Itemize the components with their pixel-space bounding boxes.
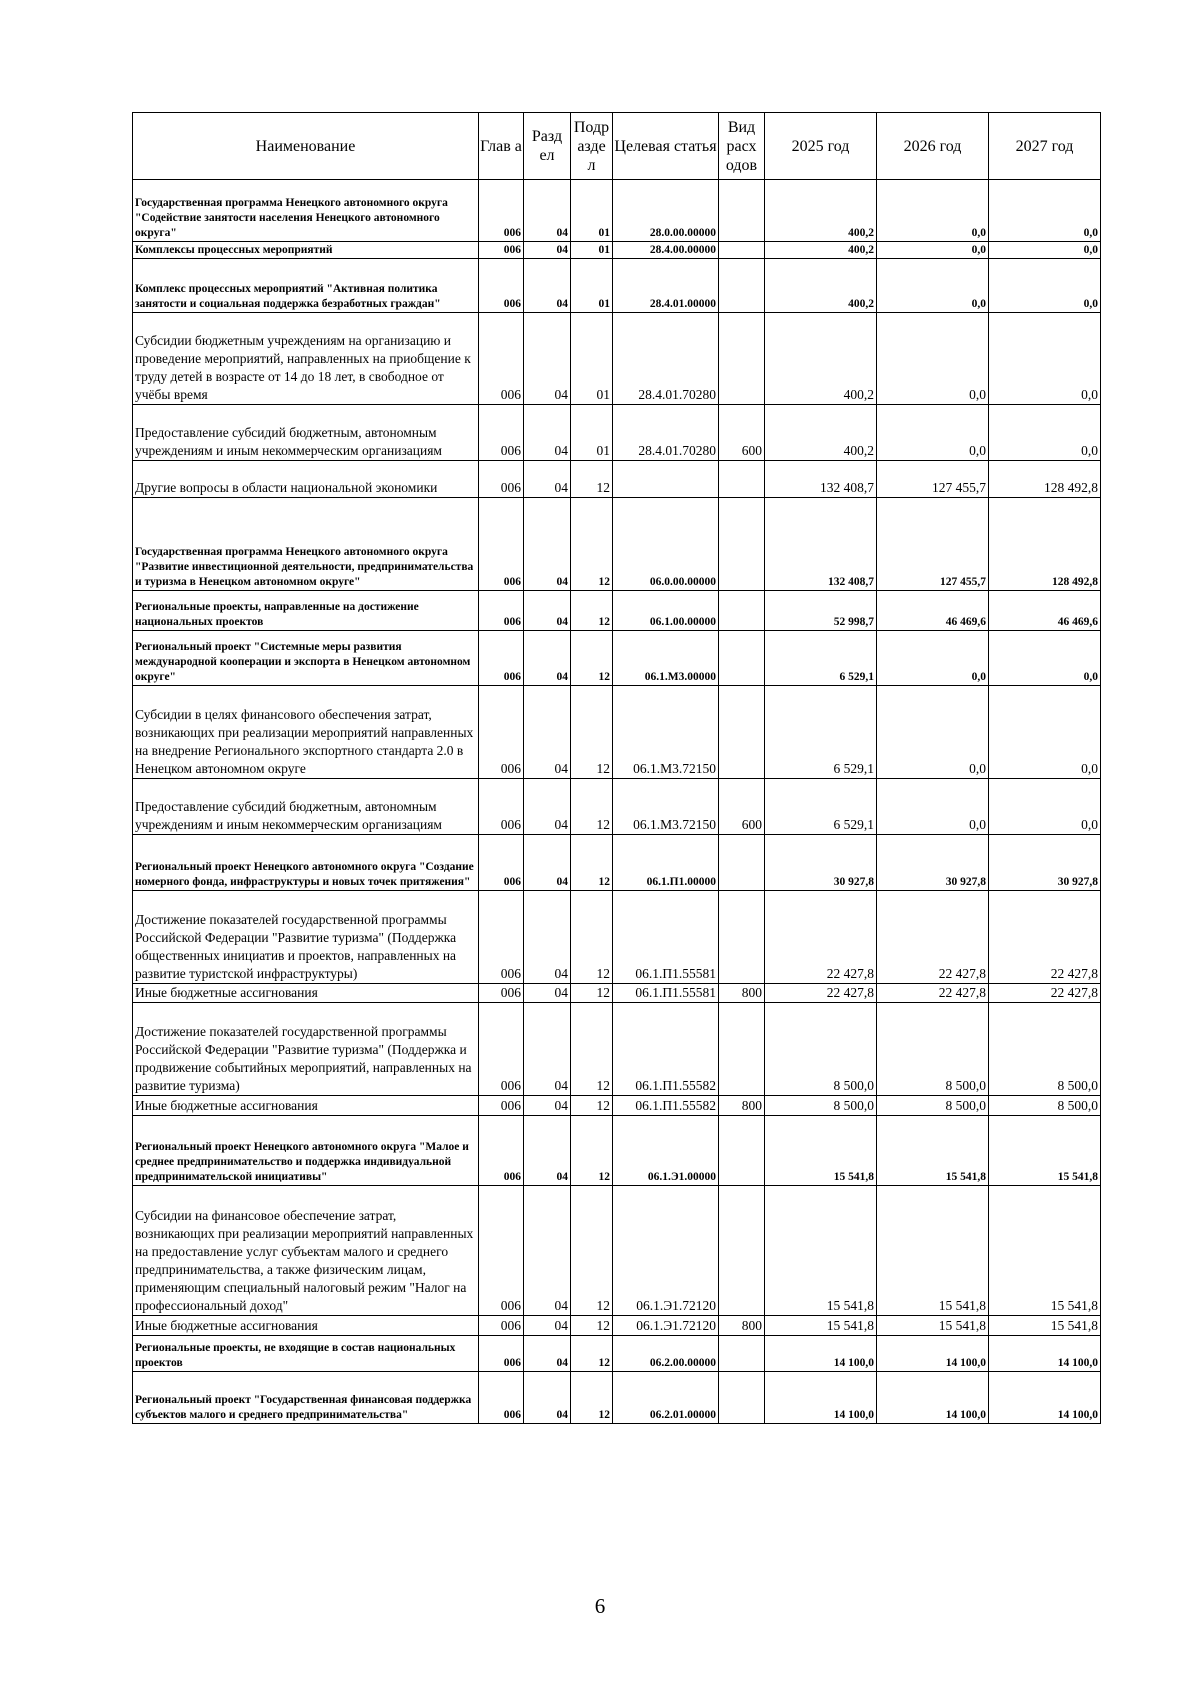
cell-value-2025: 6 529,1 xyxy=(765,779,877,835)
cell-vid xyxy=(719,180,765,242)
cell-value-2026: 0,0 xyxy=(877,779,989,835)
cell-value-2026: 0,0 xyxy=(877,259,989,313)
cell-celevaya: 06.2.01.00000 xyxy=(613,1372,719,1424)
cell-celevaya: 28.0.00.00000 xyxy=(613,180,719,242)
cell-value-2026: 0,0 xyxy=(877,631,989,686)
row-name: Региональные проекты, не входящие в состав национальных проектов xyxy=(133,1336,479,1372)
cell-value-2026: 22 427,8 xyxy=(877,984,989,1003)
cell-value-2027: 0,0 xyxy=(989,259,1101,313)
cell-glava: 006 xyxy=(479,1372,524,1424)
cell-value-2026: 15 541,8 xyxy=(877,1186,989,1316)
cell-vid xyxy=(719,591,765,631)
cell-vid xyxy=(719,1186,765,1316)
cell-razdel: 04 xyxy=(524,686,571,779)
cell-podrazdel: 01 xyxy=(571,405,613,461)
cell-glava: 006 xyxy=(479,631,524,686)
row-name: Региональные проекты, направленные на достижение национальных проектов xyxy=(133,591,479,631)
cell-razdel: 04 xyxy=(524,1116,571,1186)
table-row xyxy=(133,259,1101,313)
header-vid: Вид расх одов xyxy=(719,113,765,180)
cell-value-2027: 0,0 xyxy=(989,405,1101,461)
cell-value-2026: 0,0 xyxy=(877,313,989,405)
cell-value-2025: 6 529,1 xyxy=(765,631,877,686)
cell-value-2025: 400,2 xyxy=(765,405,877,461)
cell-celevaya: 06.1.П1.55582 xyxy=(613,1003,719,1096)
table-row xyxy=(133,242,1101,259)
cell-value-2026: 127 455,7 xyxy=(877,498,989,591)
table-header-row xyxy=(133,113,1101,180)
cell-podrazdel: 12 xyxy=(571,631,613,686)
header-glava: Глав а xyxy=(479,113,524,180)
cell-value-2027: 46 469,6 xyxy=(989,591,1101,631)
row-name: Субсидии бюджетным учреждениям на организацию и проведение мероприятий, направленных на приобщение к труду детей в возрасте от 14 до 18 лет, в свободное от учёбы время xyxy=(133,313,479,405)
cell-value-2027: 8 500,0 xyxy=(989,1003,1101,1096)
table-row xyxy=(133,686,1101,779)
cell-celevaya: 06.0.00.00000 xyxy=(613,498,719,591)
cell-razdel: 04 xyxy=(524,313,571,405)
header-celevaya: Целевая статья xyxy=(613,113,719,180)
row-name: Региональный проект Ненецкого автономного округа "Создание номерного фонда, инфраструктуры и новых точек притяжения" xyxy=(133,835,479,891)
cell-glava: 006 xyxy=(479,498,524,591)
cell-razdel: 04 xyxy=(524,242,571,259)
cell-podrazdel: 01 xyxy=(571,242,613,259)
cell-value-2027: 30 927,8 xyxy=(989,835,1101,891)
table-row xyxy=(133,1316,1101,1336)
row-name: Иные бюджетные ассигнования xyxy=(133,1316,479,1336)
cell-value-2025: 400,2 xyxy=(765,313,877,405)
budget-table xyxy=(132,112,1101,1424)
cell-value-2026: 15 541,8 xyxy=(877,1316,989,1336)
table-row xyxy=(133,1336,1101,1372)
cell-value-2025: 400,2 xyxy=(765,242,877,259)
cell-value-2026: 30 927,8 xyxy=(877,835,989,891)
cell-value-2027: 0,0 xyxy=(989,180,1101,242)
cell-value-2027: 0,0 xyxy=(989,242,1101,259)
cell-glava: 006 xyxy=(479,591,524,631)
table-body xyxy=(133,180,1101,1424)
cell-glava: 006 xyxy=(479,1336,524,1372)
table-row xyxy=(133,779,1101,835)
cell-glava: 006 xyxy=(479,1096,524,1116)
cell-vid xyxy=(719,259,765,313)
cell-glava: 006 xyxy=(479,180,524,242)
cell-podrazdel: 12 xyxy=(571,984,613,1003)
cell-value-2025: 132 408,7 xyxy=(765,461,877,498)
cell-glava: 006 xyxy=(479,1316,524,1336)
header-name: Наименование xyxy=(133,113,479,180)
cell-razdel: 04 xyxy=(524,835,571,891)
cell-podrazdel: 12 xyxy=(571,779,613,835)
table-row xyxy=(133,405,1101,461)
cell-value-2027: 15 541,8 xyxy=(989,1316,1101,1336)
cell-vid xyxy=(719,242,765,259)
cell-podrazdel: 12 xyxy=(571,686,613,779)
cell-value-2027: 128 492,8 xyxy=(989,498,1101,591)
cell-razdel: 04 xyxy=(524,1372,571,1424)
row-name: Региональный проект "Системные меры развития международной кооперации и экспорта в Ненецком автономном округе" xyxy=(133,631,479,686)
cell-value-2025: 8 500,0 xyxy=(765,1003,877,1096)
cell-vid xyxy=(719,313,765,405)
row-name: Иные бюджетные ассигнования xyxy=(133,984,479,1003)
cell-glava: 006 xyxy=(479,242,524,259)
cell-celevaya: 06.1.Э1.72120 xyxy=(613,1316,719,1336)
cell-value-2025: 400,2 xyxy=(765,259,877,313)
row-name: Предоставление субсидий бюджетным, автономным учреждениям и иным некоммерческим организациям xyxy=(133,779,479,835)
table-row xyxy=(133,1096,1101,1116)
cell-value-2027: 15 541,8 xyxy=(989,1186,1101,1316)
table-row xyxy=(133,1003,1101,1096)
header-2026: 2026 год xyxy=(877,113,989,180)
cell-value-2026: 0,0 xyxy=(877,405,989,461)
cell-razdel: 04 xyxy=(524,591,571,631)
cell-value-2027: 15 541,8 xyxy=(989,1116,1101,1186)
cell-glava: 006 xyxy=(479,1186,524,1316)
cell-celevaya: 06.1.М3.72150 xyxy=(613,686,719,779)
cell-vid xyxy=(719,1003,765,1096)
cell-celevaya: 28.4.01.00000 xyxy=(613,259,719,313)
cell-glava: 006 xyxy=(479,259,524,313)
cell-value-2025: 14 100,0 xyxy=(765,1372,877,1424)
cell-celevaya: 06.1.00.00000 xyxy=(613,591,719,631)
cell-glava: 006 xyxy=(479,461,524,498)
cell-value-2025: 15 541,8 xyxy=(765,1186,877,1316)
cell-razdel: 04 xyxy=(524,631,571,686)
cell-vid xyxy=(719,461,765,498)
cell-value-2026: 0,0 xyxy=(877,686,989,779)
cell-podrazdel: 01 xyxy=(571,180,613,242)
table-row xyxy=(133,498,1101,591)
cell-value-2025: 52 998,7 xyxy=(765,591,877,631)
page-number: 6 xyxy=(594,1594,606,1618)
cell-value-2025: 400,2 xyxy=(765,180,877,242)
cell-razdel: 04 xyxy=(524,461,571,498)
row-name: Комплекс процессных мероприятий "Активная политика занятости и социальная поддержка безработных граждан" xyxy=(133,259,479,313)
cell-value-2026: 14 100,0 xyxy=(877,1336,989,1372)
cell-value-2027: 0,0 xyxy=(989,779,1101,835)
table-row xyxy=(133,313,1101,405)
cell-celevaya: 28.4.01.70280 xyxy=(613,313,719,405)
cell-value-2027: 0,0 xyxy=(989,631,1101,686)
cell-glava: 006 xyxy=(479,779,524,835)
cell-podrazdel: 01 xyxy=(571,313,613,405)
row-name: Субсидии на финансовое обеспечение затрат, возникающих при реализации мероприятий направленных на предоставление услуг субъектам малого и среднего предпринимательства, а также физическим лицам, применяющим специальный налоговый режим "Налог на профессиональный доход" xyxy=(133,1186,479,1316)
cell-vid xyxy=(719,631,765,686)
cell-podrazdel: 12 xyxy=(571,1096,613,1116)
cell-podrazdel: 12 xyxy=(571,891,613,984)
cell-razdel: 04 xyxy=(524,259,571,313)
cell-value-2027: 22 427,8 xyxy=(989,891,1101,984)
row-name: Региональный проект Ненецкого автономного округа "Малое и среднее предпринимательство и поддержка индивидуальной предпринимательской инициативы" xyxy=(133,1116,479,1186)
cell-value-2027: 0,0 xyxy=(989,686,1101,779)
cell-celevaya: 06.1.П1.55581 xyxy=(613,984,719,1003)
cell-razdel: 04 xyxy=(524,891,571,984)
cell-podrazdel: 12 xyxy=(571,835,613,891)
cell-value-2026: 14 100,0 xyxy=(877,1372,989,1424)
row-name: Региональный проект "Государственная финансовая поддержка субъектов малого и среднего предпринимательства" xyxy=(133,1372,479,1424)
cell-glava: 006 xyxy=(479,835,524,891)
cell-razdel: 04 xyxy=(524,180,571,242)
cell-celevaya: 06.1.П1.55581 xyxy=(613,891,719,984)
cell-value-2026: 22 427,8 xyxy=(877,891,989,984)
cell-razdel: 04 xyxy=(524,1096,571,1116)
cell-value-2025: 15 541,8 xyxy=(765,1116,877,1186)
cell-razdel: 04 xyxy=(524,498,571,591)
cell-vid: 600 xyxy=(719,779,765,835)
cell-vid xyxy=(719,498,765,591)
cell-glava: 006 xyxy=(479,313,524,405)
table-row xyxy=(133,1186,1101,1316)
cell-value-2027: 14 100,0 xyxy=(989,1372,1101,1424)
row-name: Иные бюджетные ассигнования xyxy=(133,1096,479,1116)
cell-value-2025: 8 500,0 xyxy=(765,1096,877,1116)
header-2027: 2027 год xyxy=(989,113,1101,180)
cell-glava: 006 xyxy=(479,891,524,984)
header-razdel: Разд ел xyxy=(524,113,571,180)
cell-vid xyxy=(719,835,765,891)
cell-vid xyxy=(719,1336,765,1372)
cell-razdel: 04 xyxy=(524,779,571,835)
cell-value-2027: 0,0 xyxy=(989,313,1101,405)
table-row xyxy=(133,631,1101,686)
cell-value-2025: 22 427,8 xyxy=(765,984,877,1003)
table-row xyxy=(133,835,1101,891)
cell-glava: 006 xyxy=(479,984,524,1003)
table-row xyxy=(133,1116,1101,1186)
cell-value-2026: 0,0 xyxy=(877,180,989,242)
cell-value-2025: 6 529,1 xyxy=(765,686,877,779)
row-name: Субсидии в целях финансового обеспечения затрат, возникающих при реализации мероприятий направленных на внедрение Регионального экспортного стандарта 2.0 в Ненецком автономном округе xyxy=(133,686,479,779)
cell-value-2025: 132 408,7 xyxy=(765,498,877,591)
cell-razdel: 04 xyxy=(524,1316,571,1336)
cell-value-2025: 30 927,8 xyxy=(765,835,877,891)
row-name: Государственная программа Ненецкого автономного округа "Развитие инвестиционной деятельности, предпринимательства и туризма в Ненецком автономном округе" xyxy=(133,498,479,591)
table-row xyxy=(133,1372,1101,1424)
cell-podrazdel: 12 xyxy=(571,591,613,631)
cell-vid: 800 xyxy=(719,1096,765,1116)
table-row xyxy=(133,891,1101,984)
cell-value-2026: 8 500,0 xyxy=(877,1003,989,1096)
cell-value-2027: 8 500,0 xyxy=(989,1096,1101,1116)
row-name: Достижение показателей государственной программы Российской Федерации "Развитие туризма" (Поддержка общественных инициатив и проектов, направленных на развитие туристской инфраструктуры) xyxy=(133,891,479,984)
cell-razdel: 04 xyxy=(524,1186,571,1316)
cell-value-2025: 14 100,0 xyxy=(765,1336,877,1372)
cell-glava: 006 xyxy=(479,1003,524,1096)
cell-celevaya: 06.1.Э1.72120 xyxy=(613,1186,719,1316)
cell-podrazdel: 12 xyxy=(571,498,613,591)
cell-glava: 006 xyxy=(479,686,524,779)
cell-value-2026: 46 469,6 xyxy=(877,591,989,631)
header-2025: 2025 год xyxy=(765,113,877,180)
cell-podrazdel: 12 xyxy=(571,461,613,498)
document-page xyxy=(132,112,1100,1424)
cell-celevaya: 06.1.М3.00000 xyxy=(613,631,719,686)
cell-value-2027: 22 427,8 xyxy=(989,984,1101,1003)
cell-podrazdel: 12 xyxy=(571,1186,613,1316)
cell-vid: 800 xyxy=(719,984,765,1003)
row-name: Предоставление субсидий бюджетным, автономным учреждениям и иным некоммерческим организациям xyxy=(133,405,479,461)
cell-razdel: 04 xyxy=(524,405,571,461)
cell-celevaya: 06.1.П1.00000 xyxy=(613,835,719,891)
table-row xyxy=(133,180,1101,242)
cell-value-2025: 22 427,8 xyxy=(765,891,877,984)
row-name: Достижение показателей государственной программы Российской Федерации "Развитие туризма" (Поддержка и продвижение событийных мероприятий, направленных на развитие туризма) xyxy=(133,1003,479,1096)
cell-value-2027: 128 492,8 xyxy=(989,461,1101,498)
cell-celevaya: 06.1.М3.72150 xyxy=(613,779,719,835)
cell-glava: 006 xyxy=(479,405,524,461)
cell-celevaya xyxy=(613,461,719,498)
cell-razdel: 04 xyxy=(524,1336,571,1372)
cell-podrazdel: 12 xyxy=(571,1116,613,1186)
cell-glava: 006 xyxy=(479,1116,524,1186)
cell-celevaya: 06.1.Э1.00000 xyxy=(613,1116,719,1186)
cell-value-2026: 15 541,8 xyxy=(877,1116,989,1186)
cell-razdel: 04 xyxy=(524,984,571,1003)
cell-value-2026: 0,0 xyxy=(877,242,989,259)
cell-celevaya: 06.1.П1.55582 xyxy=(613,1096,719,1116)
cell-podrazdel: 12 xyxy=(571,1336,613,1372)
cell-value-2026: 127 455,7 xyxy=(877,461,989,498)
table-row xyxy=(133,591,1101,631)
table-row xyxy=(133,461,1101,498)
cell-podrazdel: 12 xyxy=(571,1372,613,1424)
cell-celevaya: 06.2.00.00000 xyxy=(613,1336,719,1372)
cell-podrazdel: 12 xyxy=(571,1003,613,1096)
row-name: Комплексы процессных мероприятий xyxy=(133,242,479,259)
cell-vid xyxy=(719,891,765,984)
row-name: Другие вопросы в области национальной экономики xyxy=(133,461,479,498)
cell-vid xyxy=(719,1116,765,1186)
cell-value-2025: 15 541,8 xyxy=(765,1316,877,1336)
cell-podrazdel: 12 xyxy=(571,1316,613,1336)
cell-celevaya: 28.4.01.70280 xyxy=(613,405,719,461)
header-podrazdel: Подр азде л xyxy=(571,113,613,180)
cell-celevaya: 28.4.00.00000 xyxy=(613,242,719,259)
cell-value-2026: 8 500,0 xyxy=(877,1096,989,1116)
cell-vid xyxy=(719,1372,765,1424)
table-row xyxy=(133,984,1101,1003)
cell-value-2027: 14 100,0 xyxy=(989,1336,1101,1372)
cell-razdel: 04 xyxy=(524,1003,571,1096)
cell-podrazdel: 01 xyxy=(571,259,613,313)
cell-vid: 800 xyxy=(719,1316,765,1336)
cell-vid: 600 xyxy=(719,405,765,461)
cell-vid xyxy=(719,686,765,779)
row-name: Государственная программа Ненецкого автономного округа "Содействие занятости населения Ненецкого автономного округа" xyxy=(133,180,479,242)
